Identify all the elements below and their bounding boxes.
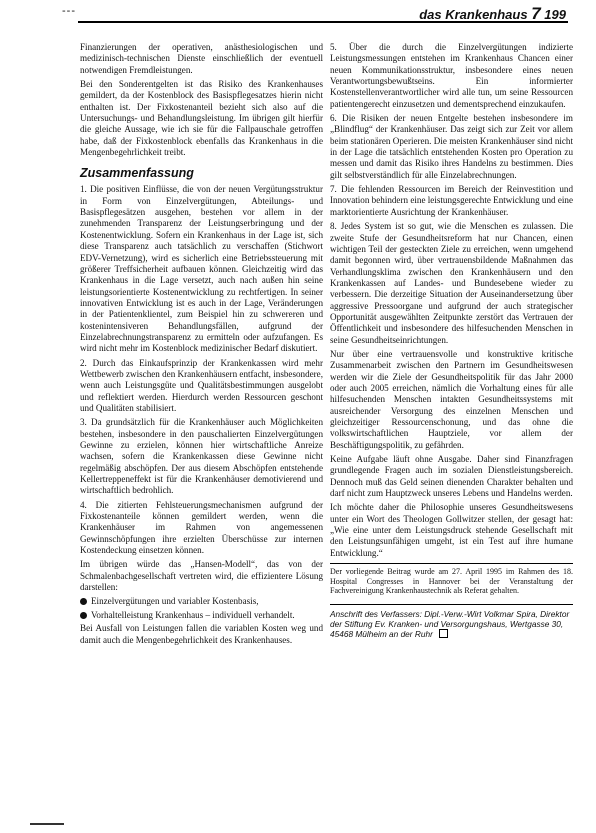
journal-title: das Krankenhaus xyxy=(419,7,528,22)
issue-number: 7 xyxy=(531,4,541,23)
footer-rule xyxy=(30,823,64,825)
list-item-text: Vorhaltelleistung Krankenhaus – individuell verhandelt. xyxy=(91,609,295,620)
summary-point-4: 4. Die zitierten Fehlsteuerungsmechanismen aufgrund der Fixkostenanteile können gemildert werden, wenn die Krankenhäuser im Rahmen von angemessenen Gewinnschöpfungen ihre erzielten Überschüsse zur internen Kostendeckung einsetzen können. xyxy=(80,499,323,556)
summary-point-5: 5. Über die durch die Einzelvergütungen indizierte Leistungsmessungen entstehen im Krankenhaus Chancen einer neuen Kommunikationsstruktur, insbesondere eines neuen Verantwortungsbewußtseins. Ein informierter Kostenstellenverantwortlicher wird alle tun, um seine Ressourcen patientengerecht einzusetzen und dementsprechend einzukaufen. xyxy=(330,42,573,109)
list-item xyxy=(80,610,323,621)
footnote: Der vorliegende Beitrag wurde am 27. April 1995 im Rahmen des 18. Hospital Congresses in Hannover bei der Veranstaltung der Fachvereinigung Krankenhaustechnik als Referat gehalten. xyxy=(330,563,573,596)
author-address xyxy=(330,604,573,640)
summary-point-1: 1. Die positiven Einflüsse, die von der neuen Vergütungsstruktur in Form von Einzelvergütungen, Abteilungs- und Basispflegesätzen ausgehen, bestehen vor allem in der zunehmenden Transparenz der Leistungserbringung und der Kostenentwicklung. Sofern ein Krankenhaus in der Lage ist, sich diese Transparenz auch tatsächlich zu verschaffen (Stichwort EDV-Vernetzung), wird es sicherlich eine Betriebssteuerung mit größerer Treffsicherheit aufbauen können. Gleichzeitig wird das Krankenhaus in die Lage versetzt, auch nach außen hin seine leistungsorientierte Kostenentwicklung zu rechtfertigen. In seiner innovativen Entwicklung ist es auch in der Lage, Veränderungen in der Patientenklientel, zum Beispiel hin zu schwereren und kostenintensiveren Behandlungsfällen, aufgrund der Einzelabrechnungstransparenz zu ermitteln oder aufzufangen. Es wird nicht mehr im Kostenblock medizinischer Bedarf diskutiert. xyxy=(80,184,323,354)
list-item-text: Einzelvergütungen und variabler Kostenbasis, xyxy=(91,596,259,607)
author-address-text: Anschrift des Verfassers: Dipl.-Verw.-Wirt Volkmar Spira, Direktor der Stiftung Ev. Kranken- und Versorgungshaus, Wertgasse 30, 45468 Mülheim an der Ruhr xyxy=(330,608,570,640)
summary-point-7: 7. Die fehlenden Ressourcen im Bereich der Reinvestition und Innovation behindern eine leistungsgerechte Entwicklung und eine marktorientierte Ausrichtung der Krankenhäuser. xyxy=(330,184,573,217)
header-mark: --- xyxy=(62,5,76,17)
summary-point-3: 3. Da grundsätzlich für die Krankenhäuser auch Möglichkeiten bestehen, insbesondere in den pauschalierten Einzelvergütungen Gewinne zu erzielen, können hier wirtschaftliche Anreize wachsen, sofern die Krankenkassen diese Gewinne nicht regelmäßig abschöpfen. Der aus diesem Abschöpfen entstehende Kellertreppeneffekt ist für die Krankenhäuser demotivierend und wirtschaftlich bedrohlich. xyxy=(80,417,323,496)
paragraph: Bei Ausfall von Leistungen fallen die variablen Kosten weg und damit auch die Mengenbegehrlichkeit des Krankenhauses. xyxy=(80,623,323,645)
paragraph: Bei den Sonderentgelten ist das Risiko des Krankenhauses gemildert, da der Kostenblock des Basispflegesatzes hierin nicht enthalten ist. Der Fixkostenanteil bezieht sich also auf die Untersuchungs- und Behandlungsleistung. Im übrigen gilt hierfür die gleiche Aussage, wie ich sie für die Fallpauschale getroffen habe, daß der Fixkostenblock ebenfalls das Krankenhaus in die Mengenbegehrlichkeit treibt. xyxy=(80,79,323,158)
paragraph: Nur über eine vertrauensvolle und konstruktive kritische Zusammenarbeit zwischen den Partnern im Gesundheitswesen werden wir die Ziele der Gesundheitspolitik für das Jahr 2000 oder auch 2005 erreichen, nämlich die Vorhaltung eines für alle hilfesuchenden Menschen intakten Gesundheitssystems mit ausreichender Versorgung des einzelnen Menschen und gleichzeitiger Ressourcenschonung, und das ohne die volkswirtschaftlichen Hauptziele, vor allem der Beschäftigungspolitik, zu gefährden. xyxy=(330,348,573,450)
paragraph: Ich möchte daher die Philosophie unseres Gesundheitswesens unter ein Wort des Theologen Gollwitzer stellen, der gesagt hat: „Wie eine unter dem Leistungsdruck stehende Gesellschaft mit den Leistungsunfähigen umgeht, ist ein Test auf ihre humane Entwicklung.“ xyxy=(330,502,573,558)
end-of-article-icon xyxy=(439,629,448,638)
summary-point-8: 8. Jedes System ist so gut, wie die Menschen es zulassen. Die zweite Stufe der Gesundheitsreform hat nur Chancen, einen wichtigen Teil der gesteckten Ziele zu erreichen, wenn umgehend damit begonnen wird, über vertrauensbildende Maßnahmen das Verhandlungsklima zwischen den Krankenhäusern und den Krankenkassen auf Landes- und Bundesebene wieder zu verbessern. Die derzeitige Situation der Auseinandersetzung über aggressive Pressoorgane und aufgrund der auch strategischer Opportunität ausgewählten Zeitpunkte zerstört das Vertrauen der Öffentlichkeit und insbesondere des hilfesuchenden Menschen in seine Gesundheitseinrichtungen. xyxy=(330,221,573,345)
section-heading: Zusammenfassung xyxy=(80,166,194,181)
summary-point-2: 2. Durch das Einkaufsprinzip der Krankenkassen wird mehr Wettbewerb zwischen den Krankenhäusern entfacht, insbesondere, wenn auch Leistungsgüte und Qualitätsbestimmungen ausgelobt und reflektiert werden. Hierdurch werden Ressourcen geschont und Qualitäten stabilisiert. xyxy=(80,357,323,413)
page-number: 199 xyxy=(544,7,566,22)
paragraph: Keine Aufgabe läuft ohne Ausgabe. Daher sind Finanzfragen grundlegende Fragen auch im sozialen Dienstleistungsbereich. Dennoch muß das Geld seinen dienenden Charakter behalten und darf nicht zum Hauptzweck unseres Lebens und Handelns werden. xyxy=(330,454,573,499)
bullet-icon xyxy=(80,598,87,605)
right-column xyxy=(330,42,573,640)
bullet-icon xyxy=(80,612,87,619)
left-column xyxy=(80,42,323,649)
paragraph: Im übrigen würde das „Hansen-Modell“, das von der Schmalenbachgesellschaft vertreten wird, die effizientere Lösung darstellen: xyxy=(80,559,323,593)
paragraph: Finanzierungen der operativen, anästhesiologischen und medizinisch-technischen Dienste einschließlich der eventuell notwendigen Fremdleistungen. xyxy=(80,42,323,75)
summary-point-6: 6. Die Risiken der neuen Entgelte bestehen insbesondere im „Blindflug“ der Krankenhäuser. Das zeigt sich zur Zeit vor allem beim stationären Operieren. Die meisten Krankenhäuser sind nicht in der Lage die tatsächlich entstehenden Kosten pro Operation zu messen und damit das Risiko ihres Handelns zu bestimmen. Dies gilt selbstverständlich für alle Einzelabrechnungen. xyxy=(330,113,573,180)
list-item xyxy=(80,596,323,607)
header-rule xyxy=(78,21,568,23)
